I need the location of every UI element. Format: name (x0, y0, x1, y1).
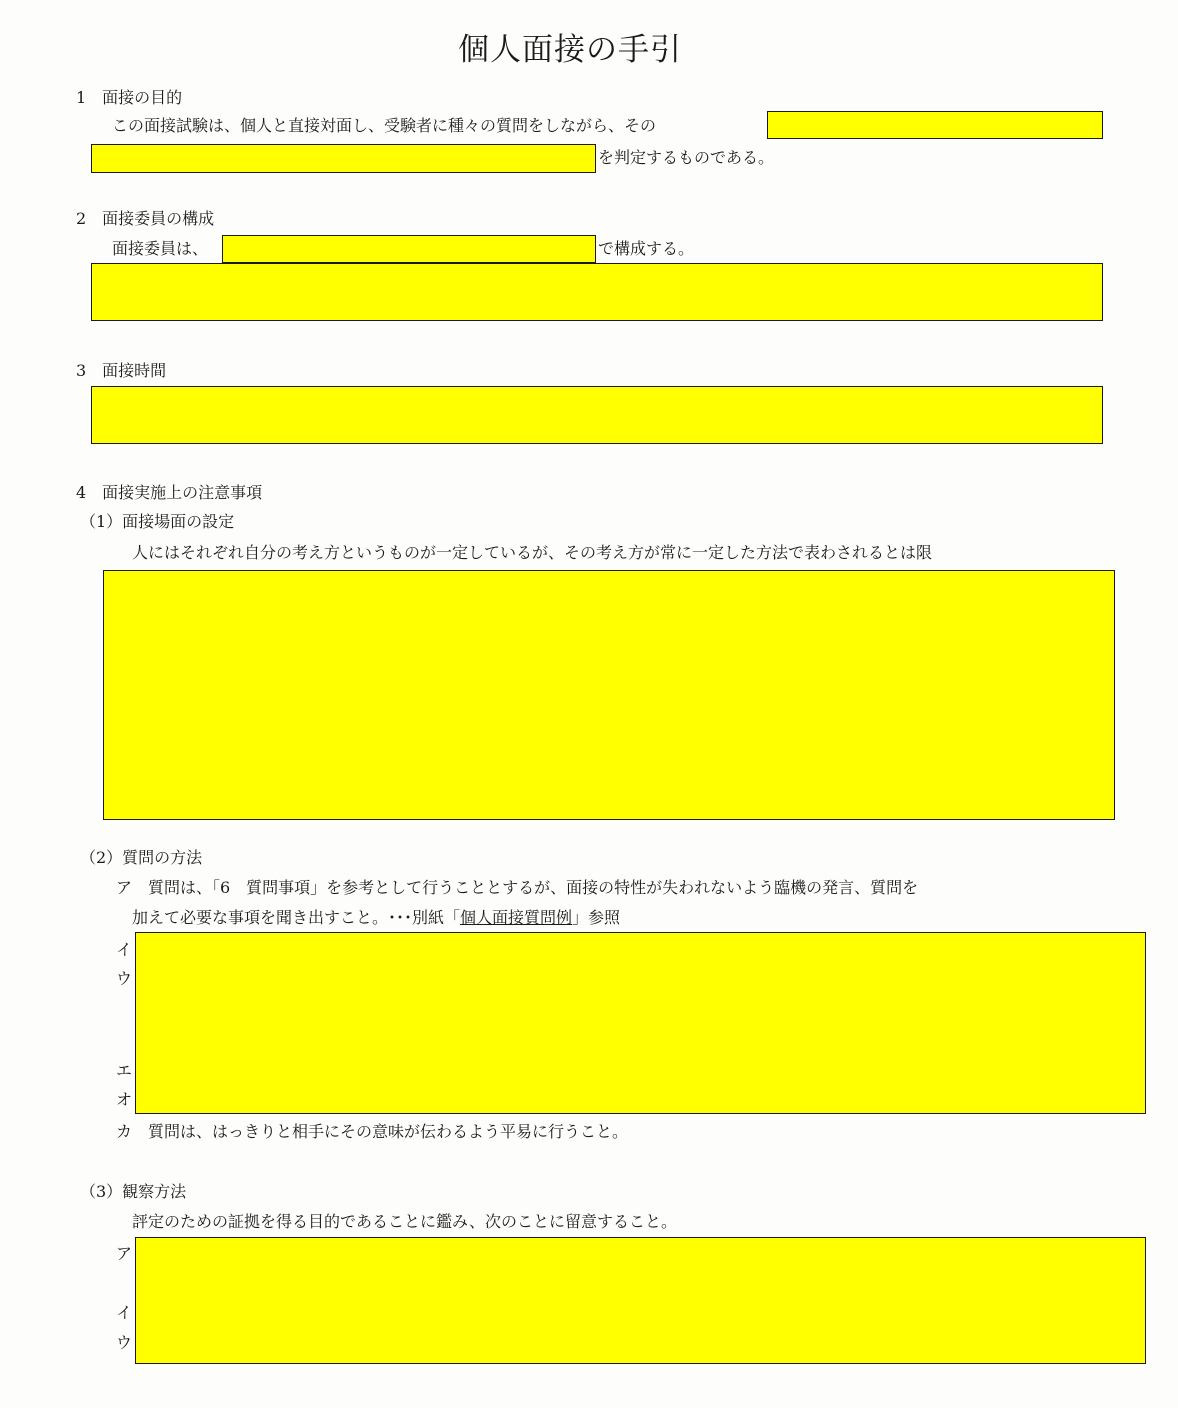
page-title: 個人面接の手引 (458, 32, 682, 68)
redaction-block (135, 1237, 1146, 1364)
item-u-marker: ウ (116, 969, 133, 988)
section-1-text-line1: この面接試験は、個人と直接対面し、受験者に種々の質問をしながら、その (112, 116, 657, 135)
section-2-text-post: で構成する。 (598, 239, 695, 258)
redaction-block (767, 111, 1103, 139)
redaction-block (222, 235, 596, 263)
obs-item-u-marker: ウ (116, 1333, 133, 1352)
redaction-block (103, 570, 1115, 820)
item-ka-text: カ 質問は、はっきりと相手にその意味が伝わるよう平易に行うこと。 (116, 1122, 629, 1141)
item-i-marker: イ (116, 940, 133, 959)
item-a-line2 (132, 908, 620, 928)
item-a-line1: ア 質問は、「6 質問事項」を参考として行うこととするが、面接の特性が失われないよう臨機の発言、質問を (116, 878, 919, 897)
question-examples-link[interactable]: 個人面接質問例 (460, 908, 573, 927)
redaction-block (91, 144, 596, 173)
subsection-2-heading: （2）質問の方法 (80, 848, 203, 867)
section-1-text-line2: を判定するものである。 (598, 148, 775, 167)
section-4-heading: 4 面接実施上の注意事項 (76, 483, 263, 502)
item-e-marker: エ (116, 1061, 133, 1080)
redaction-block (91, 263, 1103, 321)
subsection-1-heading: （1）面接場面の設定 (80, 512, 235, 531)
section-3-heading: 3 面接時間 (76, 361, 167, 380)
obs-item-i-marker: イ (116, 1303, 133, 1322)
item-o-marker: オ (116, 1090, 133, 1109)
subsection-3-text: 評定のための証拠を得る目的であることに鑑み、次のことに留意すること。 (132, 1212, 677, 1231)
redaction-block (135, 932, 1146, 1114)
section-2-heading: 2 面接委員の構成 (76, 209, 215, 228)
item-a-line2-pre: 加えて必要な事項を聞き出すこと。･･･別紙「 (132, 908, 461, 927)
item-a-line2-post: 」参照 (572, 908, 621, 927)
section-2-text-pre: 面接委員は、 (112, 239, 209, 258)
subsection-3-heading: （3）観察方法 (80, 1182, 187, 1201)
section-1-heading: 1 面接の目的 (76, 88, 183, 107)
redaction-block (91, 386, 1103, 444)
obs-item-a-marker: ア (116, 1244, 133, 1263)
subsection-1-text: 人にはそれぞれ自分の考え方というものが一定しているが、その考え方が常に一定した方法で表わされるとは限 (132, 543, 933, 562)
